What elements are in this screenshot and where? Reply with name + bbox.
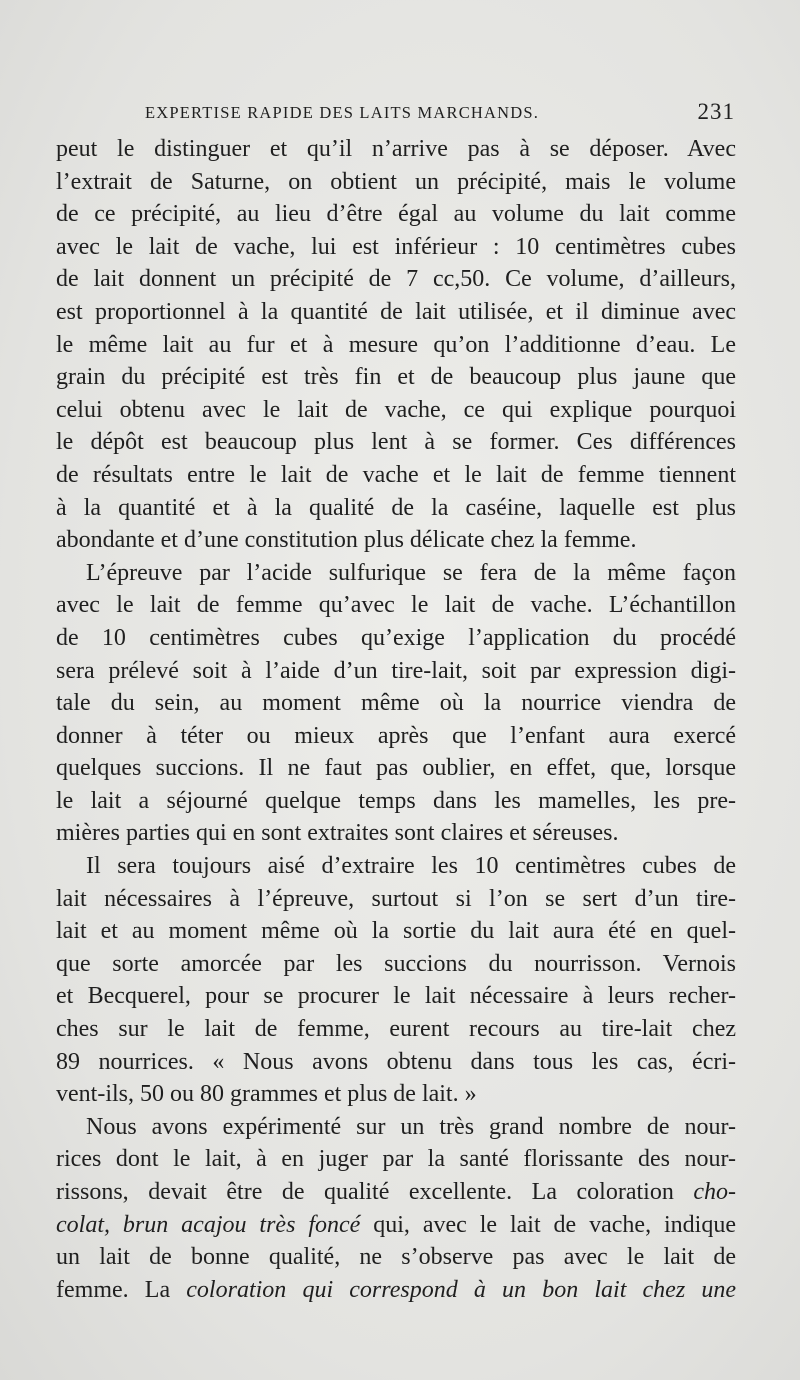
text-line <box>56 655 736 688</box>
text-segment: L’épreuve par l’acide sulfurique se fera de la même façon <box>86 559 736 586</box>
text-line <box>56 426 736 459</box>
text-line <box>56 817 736 850</box>
text-line <box>56 492 736 525</box>
text-line <box>56 622 736 655</box>
text-segment: de lait donnent un précipité de 7 cc,50. Ce volume, d’ailleurs, <box>56 266 736 293</box>
body-text <box>56 133 736 1306</box>
text-line <box>56 850 736 883</box>
text-segment: Nous avons expérimenté sur un très grand nombre de nour- <box>86 1113 736 1140</box>
text-line <box>56 166 736 199</box>
text-segment: le lait a séjourné quelque temps dans les mamelles, les pre- <box>56 787 736 814</box>
text-line <box>56 948 736 981</box>
text-line <box>56 1209 736 1242</box>
italic-text: colat, brun acajou très foncé <box>56 1211 361 1238</box>
text-line <box>56 752 736 785</box>
text-segment: peut le distinguer et qu’il n’arrive pas à se déposer. Avec <box>56 136 736 162</box>
text-segment: de 10 centimètres cubes qu’exige l’application du procédé <box>56 624 736 651</box>
text-line <box>56 133 736 166</box>
text-segment: vent-ils, 50 ou 80 grammes et plus de lait. » <box>56 1081 477 1108</box>
text-segment: abondante et d’une constitution plus délicate chez la femme. <box>56 527 637 554</box>
text-segment: celui obtenu avec le lait de vache, ce qui explique pourquoi <box>56 396 736 423</box>
text-segment: 89 nourrices. « Nous avons obtenu dans tous les cas, écri- <box>56 1048 736 1075</box>
text-segment: de ce précipité, au lieu d’être égal au volume du lait comme <box>56 201 736 228</box>
text-segment: mières parties qui en sont extraites sont claires et séreuses. <box>56 820 619 847</box>
text-line <box>56 1143 736 1176</box>
text-line <box>56 231 736 264</box>
text-segment: rissons, devait être de qualité excellente. La coloration <box>56 1179 694 1205</box>
text-segment: avec le lait de femme qu’avec le lait de vache. L’échantillon <box>56 592 736 619</box>
italic-text: cho- <box>693 1179 736 1205</box>
text-line <box>56 1013 736 1046</box>
text-segment: qui, avec le lait de vache, indique <box>360 1211 737 1238</box>
text-line <box>56 980 736 1013</box>
text-line <box>56 785 736 818</box>
text-segment: le dépôt est beaucoup plus lent à se former. Ces différences <box>56 429 736 456</box>
text-line <box>56 915 736 948</box>
text-segment: grain du précipité est très fin et de beaucoup plus jaune que <box>56 364 736 391</box>
page-header <box>145 101 735 131</box>
text-line <box>56 524 736 557</box>
text-segment: avec le lait de vache, lui est inférieur : 10 centimètres cubes <box>56 233 736 260</box>
page-number: 231 <box>697 99 735 124</box>
text-segment: lait nécessaires à l’épreuve, surtout si l’on se sert d’un tire- <box>56 885 736 912</box>
text-line <box>56 1078 736 1111</box>
text-line <box>56 296 736 329</box>
italic-text: coloration qui correspond à un bon lait chez une <box>186 1276 736 1303</box>
text-line <box>56 557 736 590</box>
text-segment: à la quantité et à la qualité de la caséine, laquelle est plus <box>56 494 736 521</box>
text-segment: lait et au moment même où la sortie du lait aura été en quel- <box>56 918 736 945</box>
text-line <box>56 263 736 296</box>
text-line <box>56 459 736 492</box>
text-line <box>56 394 736 427</box>
text-segment: ches sur le lait de femme, eurent recours au tire-lait chez <box>56 1016 736 1043</box>
text-line <box>56 687 736 720</box>
text-line <box>56 198 736 231</box>
text-line <box>56 329 736 362</box>
text-line <box>56 361 736 394</box>
text-line <box>56 1111 736 1144</box>
text-segment: et Becquerel, pour se procurer le lait nécessaire à leurs recher- <box>56 983 736 1010</box>
text-line <box>56 720 736 753</box>
text-segment: sera prélevé soit à l’aide d’un tire-lait, soit par expression digi- <box>56 657 736 684</box>
running-title: EXPERTISE RAPIDE DES LAITS MARCHANDS. <box>145 103 540 122</box>
text-segment: Il sera toujours aisé d’extraire les 10 centimètres cubes de <box>86 853 736 880</box>
text-segment: que sorte amorcée par les succions du nourrisson. Vernois <box>56 950 736 977</box>
text-line <box>56 1176 736 1209</box>
text-line <box>56 1241 736 1274</box>
text-segment: le même lait au fur et à mesure qu’on l’additionne d’eau. Le <box>56 331 736 358</box>
text-segment: un lait de bonne qualité, ne s’observe pas avec le lait de <box>56 1244 736 1271</box>
text-segment: est proportionnel à la quantité de lait utilisée, et il diminue avec <box>56 298 736 325</box>
text-segment: rices dont le lait, à en juger par la santé florissante des nour- <box>56 1146 736 1173</box>
text-segment: tale du sein, au moment même où la nourrice viendra de <box>56 690 736 717</box>
text-segment: donner à téter ou mieux après que l’enfant aura exercé <box>56 722 736 749</box>
text-line <box>56 883 736 916</box>
text-segment: quelques succions. Il ne faut pas oublier, en effet, que, lorsque <box>56 755 736 782</box>
text-segment: femme. La <box>56 1276 187 1303</box>
text-line <box>56 1274 736 1307</box>
text-segment: de résultats entre le lait de vache et le lait de femme tiennent <box>56 461 736 488</box>
text-segment: l’extrait de Saturne, on obtient un précipité, mais le volume <box>56 168 736 195</box>
text-line <box>56 1046 736 1079</box>
text-line <box>56 589 736 622</box>
